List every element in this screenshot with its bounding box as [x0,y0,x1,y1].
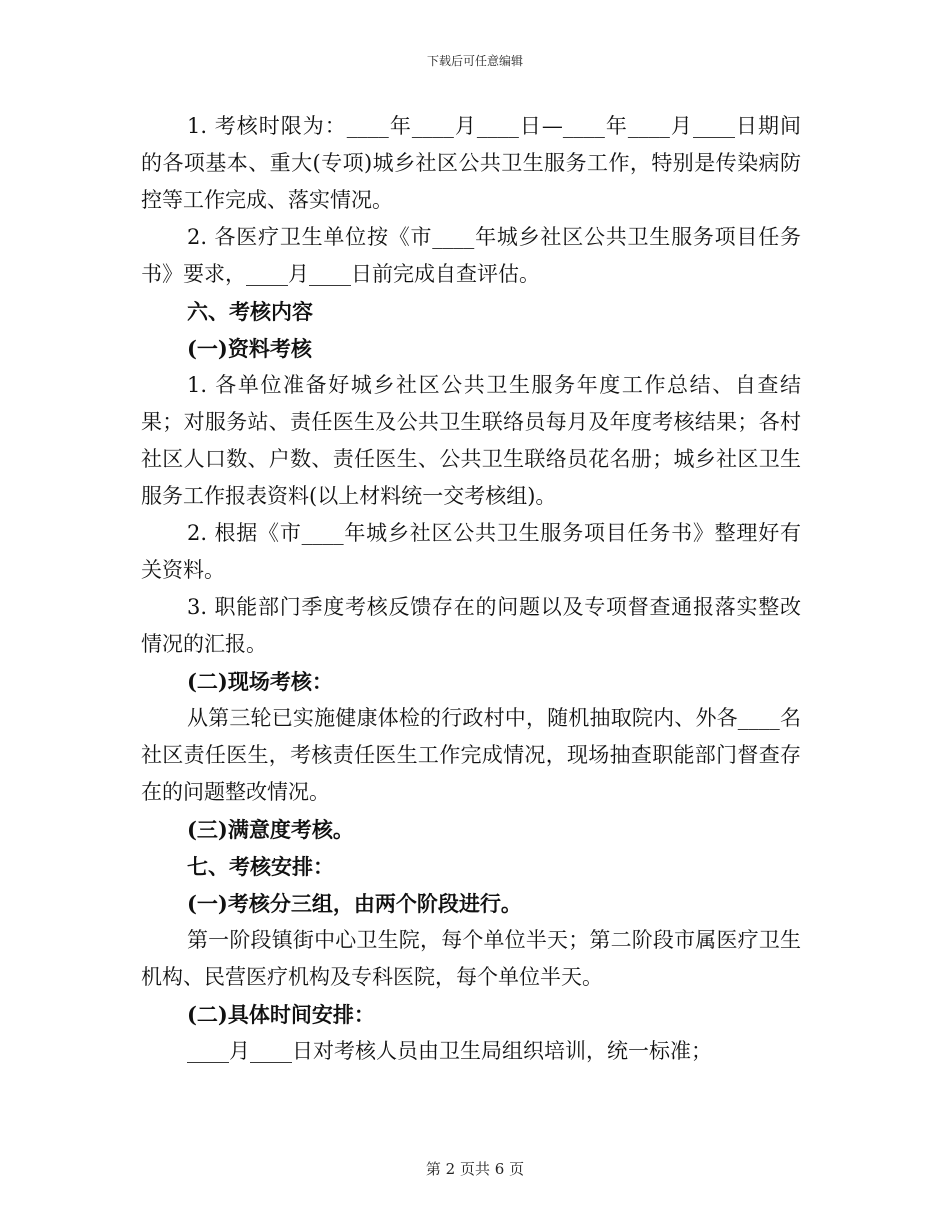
section-heading-assessment-content: 六、考核内容 [187,299,313,324]
subheading-schedule: (二)具体时间安排： [187,1002,375,1027]
paragraph-onsite: 从第三轮已实施健康体检的行政村中，随机抽取院内、外各____名社区责任医生，考核责任医生工作完成情况，现场抽查职能部门督查存在的问题整改情况。 [141,706,801,804]
paragraph-self-assessment: 2. 各医疗卫生单位按《市____年城乡社区公共卫生服务项目任务书》要求，____月____日前完成自查评估。 [141,225,801,286]
subheading-satisfaction: (三)满意度考核。 [187,817,354,842]
paragraph-materials: 1. 各单位准备好城乡社区公共卫生服务年度工作总结、自查结果；对服务站、责任医生及公共卫生联络员每月及年度考核结果；各村社区人口数、户数、责任医生、公共卫生联络员花名册；城乡社区卫生服务工作报表资料(以上材料统一交考核组)。 [141,373,801,508]
subheading-groups: (一)考核分三组，由两个阶段进行。 [187,891,522,916]
page-footer: 第 2 页共 6 页 [425,1160,525,1178]
paragraph-task-book: 2. 根据《市____年城乡社区公共卫生服务项目任务书》整理好有关资料。 [141,521,801,582]
paragraph-feedback-report: 3. 职能部门季度考核反馈存在的问题以及专项督查通报落实整改情况的汇报。 [141,595,801,656]
subheading-onsite-review: (二)现场考核： [187,669,333,694]
page-header: 下载后可任意编辑 [426,54,523,68]
paragraph-assessment-period: 1. 考核时限为：____年____月____日—____年____月____日期间的各项基本、重大(专项)城乡社区公共卫生服务工作，特别是传染病防控等工作完成、落实情况。 [141,114,801,212]
document-body [141,108,801,1070]
subheading-document-review: (一)资料考核 [187,336,312,361]
paragraph-stages: 第一阶段镇街中心卫生院，每个单位半天；第二阶段市属医疗卫生机构、民营医疗机构及专科医院，每个单位半天。 [141,928,801,989]
paragraph-training: ____月____日对考核人员由卫生局组织培训，统一标准； [187,1039,712,1063]
section-heading-arrangement: 七、考核安排： [187,854,334,879]
